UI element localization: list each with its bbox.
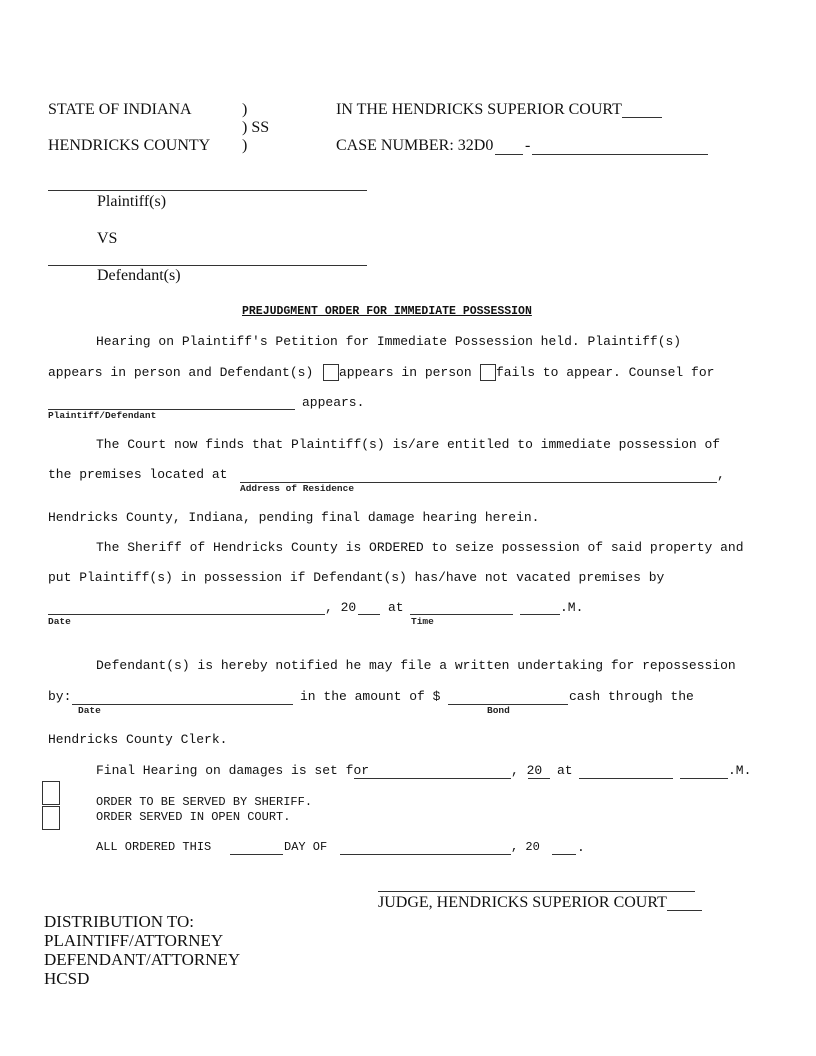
case-number-part1-field[interactable]: [495, 140, 523, 155]
field-caption: Address of Residence: [240, 483, 355, 494]
case-number-dash: -: [525, 137, 531, 154]
case-number-part2-field[interactable]: [532, 140, 708, 155]
paragraph-text: The Court now finds that Plaintiff(s) is/are entitled to immediate possession of: [96, 437, 721, 452]
undertaking-date-field[interactable]: [72, 690, 293, 705]
plaintiff-name-field[interactable]: [48, 176, 367, 191]
paragraph-text: Hearing on Plaintiff's Petition for Immediate Possession held. Plaintiff(s): [96, 334, 682, 349]
day-of-label: DAY OF: [284, 840, 328, 854]
county-label: HENDRICKS COUNTY: [48, 137, 211, 154]
paragraph-text: put Plaintiff(s) in possession if Defendant(s) has/have not vacated premises by: [48, 570, 665, 585]
final-hearing-year-field[interactable]: [528, 764, 550, 779]
paragraph-text: cash through the: [569, 689, 694, 704]
by-label: by:: [48, 689, 72, 704]
year-prefix: , 20: [511, 840, 540, 854]
case-number-label: CASE NUMBER: 32D0: [336, 137, 494, 154]
judge-signature-field[interactable]: [378, 877, 695, 892]
court-number-field[interactable]: [622, 103, 662, 118]
served-in-open-court-checkbox[interactable]: [42, 806, 60, 830]
vacate-year-field[interactable]: [358, 600, 380, 615]
distribution-item: DEFENDANT/ATTORNEY: [44, 950, 241, 969]
final-hearing-time-field[interactable]: [579, 764, 673, 779]
judge-title: JUDGE, HENDRICKS SUPERIOR COURT: [378, 894, 667, 911]
plaintiff-label: Plaintiff(s): [97, 193, 167, 210]
paragraph-text: Final Hearing on damages is set for: [96, 763, 370, 778]
paragraph-text: Hendricks County, Indiana, pending final damage hearing herein.: [48, 510, 540, 525]
vacate-ampm-field[interactable]: [520, 600, 560, 615]
distribution-heading: DISTRIBUTION TO:: [44, 912, 195, 931]
bond-amount-field[interactable]: [448, 690, 568, 705]
vacate-time-field[interactable]: [410, 600, 513, 615]
year-prefix: , 20: [325, 600, 357, 615]
counsel-party-field[interactable]: [48, 395, 295, 410]
order-year-field[interactable]: [552, 840, 576, 855]
m-suffix: .M.: [560, 600, 584, 615]
defendant-label: Defendant(s): [97, 267, 181, 284]
caption-paren: ): [242, 101, 248, 118]
paragraph-text: The Sheriff of Hendricks County is ORDERED to seize possession of said property and: [96, 540, 744, 555]
distribution-item: PLAINTIFF/ATTORNEY: [44, 931, 224, 950]
ss-label: ) SS: [242, 119, 270, 136]
amount-label: in the amount of $: [300, 689, 441, 704]
comma: ,: [717, 467, 725, 482]
order-day-field[interactable]: [230, 840, 283, 855]
m-suffix: .M.: [728, 763, 752, 778]
field-caption: Date: [78, 705, 101, 716]
final-hearing-ampm-field[interactable]: [680, 764, 728, 779]
paragraph-text: Hendricks County Clerk.: [48, 732, 228, 747]
served-by-sheriff-checkbox[interactable]: [42, 781, 60, 805]
all-ordered-label: ALL ORDERED THIS: [96, 840, 212, 854]
court-name: IN THE HENDRICKS SUPERIOR COURT: [336, 101, 622, 118]
vs-label: VS: [97, 230, 118, 247]
paragraph-text: appears.: [302, 395, 365, 410]
served-open-court-label: ORDER SERVED IN OPEN COURT.: [96, 810, 291, 824]
paragraph-text: appears in person and Defendant(s): [48, 365, 314, 380]
at-label: at: [388, 600, 404, 615]
state-label: STATE OF INDIANA: [48, 101, 192, 118]
address-field[interactable]: [240, 468, 717, 483]
field-caption: Plaintiff/Defendant: [48, 410, 157, 421]
year-prefix: , 20: [511, 763, 543, 778]
fails-option-label: fails to appear. Counsel for: [496, 365, 715, 380]
caption-paren: ): [242, 137, 248, 154]
field-caption: Time: [411, 616, 434, 627]
appears-checkbox[interactable]: [323, 364, 339, 381]
appears-option-label: appears in person: [339, 365, 472, 380]
at-label: at: [557, 763, 573, 778]
fails-to-appear-checkbox[interactable]: [480, 364, 496, 381]
distribution-item: HCSD: [44, 969, 90, 988]
defendant-name-field[interactable]: [48, 251, 367, 266]
order-month-field[interactable]: [340, 840, 511, 855]
vacate-date-field[interactable]: [48, 600, 325, 615]
served-by-sheriff-label: ORDER TO BE SERVED BY SHERIFF.: [96, 795, 313, 809]
field-caption: Bond: [487, 705, 510, 716]
paragraph-text: the premises located at: [48, 467, 228, 482]
final-hearing-date-field[interactable]: [354, 764, 511, 779]
paragraph-text: Defendant(s) is hereby notified he may file a written undertaking for repossession: [96, 658, 736, 673]
field-caption: Date: [48, 616, 71, 627]
judge-court-number-field[interactable]: [667, 896, 702, 911]
document-title: PREJUDGMENT ORDER FOR IMMEDIATE POSSESSION: [242, 305, 532, 318]
period: .: [577, 840, 585, 855]
